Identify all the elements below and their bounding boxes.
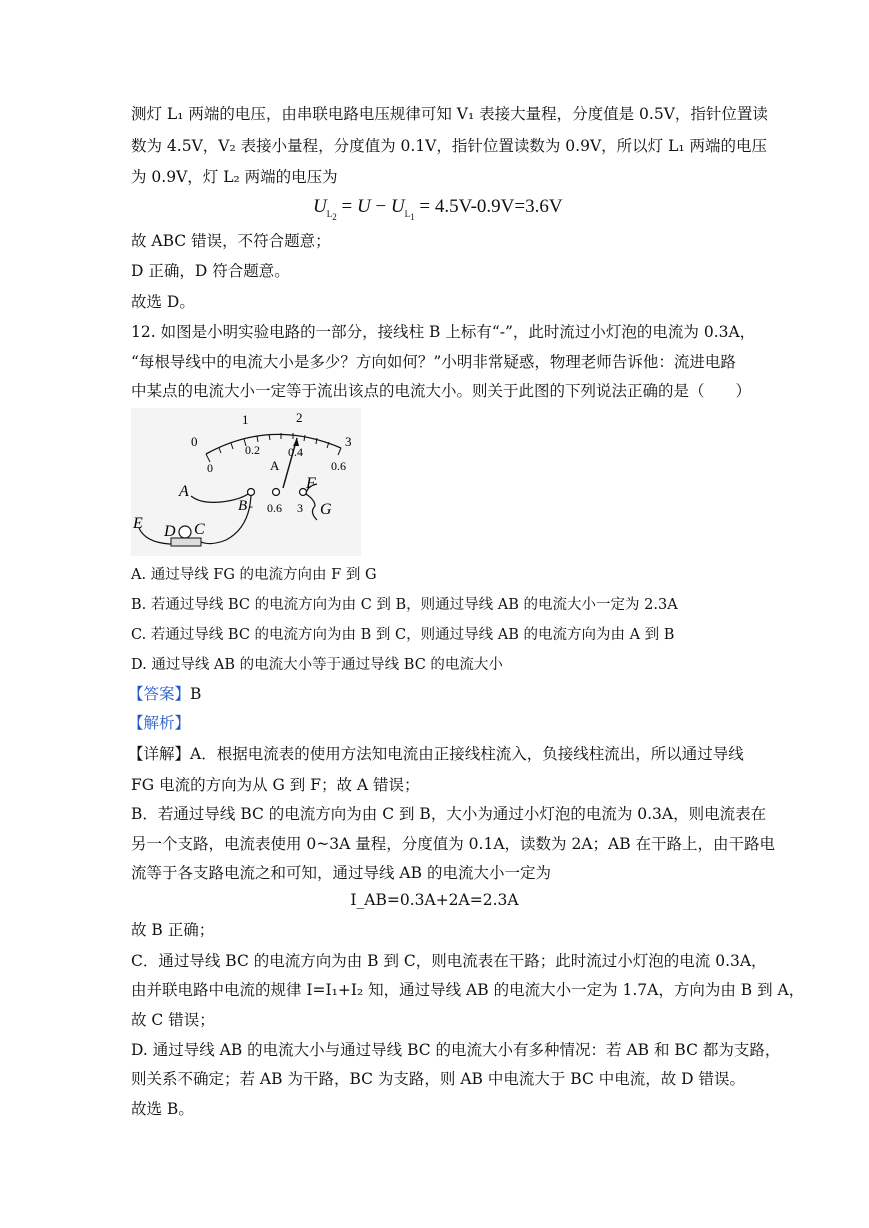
analysis-line: 则关系不确定；若 AB 为干路，BC 为支路，则 AB 中电流大于 BC 中电流，故 D 错误。 xyxy=(131,1070,746,1088)
analysis-line: 故选 B。 xyxy=(131,1100,194,1118)
scale-top-2: 2 xyxy=(296,410,303,425)
text-line: 为 0.9V，灯 L₂ 两端的电压为 xyxy=(131,168,338,186)
label-e: E xyxy=(133,515,143,532)
scale-top-0: 0 xyxy=(191,434,198,449)
scale-bottom-2: 0.4 xyxy=(288,445,303,459)
text-line: 测灯 L₁ 两端的电压，由串联电路电压规律可知 V₁ 表接大量程，分度值是 0.5V，指针位置读 xyxy=(131,105,768,123)
analysis-line: C．通过导线 BC 的电流方向为由 B 到 C，则电流表在干路；此时流过小灯泡的电流 0.3A， xyxy=(131,952,767,970)
option-b: B. 若通过导线 BC 的电流方向为由 C 到 B，则通过导线 AB 的电流大小一定为 2.3A xyxy=(131,597,678,613)
analysis-line: 故 B 正确； xyxy=(131,921,215,939)
text-line: D 正确，D 符合题意。 xyxy=(131,262,290,280)
option-a: A. 通过导线 FG 的电流方向由 F 到 G xyxy=(131,567,377,583)
label-a: A xyxy=(179,483,189,500)
text-line: 故选 D。 xyxy=(131,293,195,311)
analysis-line: 流等于各支路电流之和可知，通过导线 AB 的电流大小一定为 xyxy=(131,864,551,882)
analysis-line: B．若通过导线 BC 的电流方向为由 C 到 B，大小为通过小灯泡的电流为 0.3A，则电流表在 xyxy=(131,805,767,823)
analysis-line: FG 电流的方向为从 G 到 F；故 A 错误； xyxy=(131,776,420,794)
meter-unit-label: A xyxy=(270,458,280,473)
label-c: C xyxy=(194,521,205,538)
analysis-tag: 【解析】 xyxy=(128,714,191,732)
analysis-line: 【详解】A．根据电流表的使用方法知电流由正接线柱流入，负接线柱流出，所以通过导线 xyxy=(128,745,744,763)
scale-bottom-0: 0 xyxy=(207,461,213,475)
terminal-0-6 xyxy=(273,489,280,496)
scale-bottom-3: 0.6 xyxy=(331,459,346,473)
label-minus: - xyxy=(249,499,253,513)
analysis-line: D. 通过导线 AB 的电流大小与通过导线 BC 的电流大小有多种情况：若 AB 和 BC 都为支路， xyxy=(131,1041,781,1059)
label-d: D xyxy=(164,523,176,540)
scale-top-1: 1 xyxy=(242,412,249,427)
terminal-label-3: 3 xyxy=(297,501,303,515)
label-f: F xyxy=(306,475,316,492)
text-line: 故 ABC 错误，不符合题意； xyxy=(131,232,331,250)
terminal-b xyxy=(248,489,255,496)
label-g: G xyxy=(320,501,332,518)
option-d: D. 通过导线 AB 的电流大小等于通过导线 BC 的电流大小 xyxy=(131,657,503,673)
bulb xyxy=(179,526,191,538)
question-line: 12. 如图是小明实验电路的一部分，接线柱 B 上标有“-”，此时流过小灯泡的电流为 0.3A， xyxy=(131,323,756,341)
circuit-diagram xyxy=(131,408,361,556)
answer-tag: 【答案】 xyxy=(128,685,191,703)
question-line: 中某点的电流大小一定等于流出该点的电流大小。则关于此图的下列说法正确的是（ ） xyxy=(131,382,752,400)
analysis-line: 故 C 错误； xyxy=(131,1011,215,1029)
text-line: 数为 4.5V，V₂ 表接小量程，分度值为 0.1V，指针位置读数为 0.9V，所以灯 L₁ 两端的电压 xyxy=(131,137,768,155)
scale-bottom-1: 0.2 xyxy=(245,443,260,457)
answer-value: B xyxy=(190,685,202,703)
answer-line xyxy=(128,684,201,704)
label-b: B xyxy=(238,498,248,514)
terminal-label-0-6: 0.6 xyxy=(267,501,282,515)
analysis-line: 另一个支路，电流表使用 0~3A 量程，分度值为 0.1A，读数为 2A；AB 在干路上，由干路电 xyxy=(131,835,776,853)
option-c: C. 若通过导线 BC 的电流方向为由 B 到 C，则通过导线 AB 的电流方向为由 A 到 B xyxy=(131,627,675,643)
voltage-formula: $U_{L_2} = U - U_{L_1} = 4.5V-0.9V=3.6V$ xyxy=(313,196,563,222)
analysis-line: 由并联电路中电流的规律 I=I₁+I₂ 知，通过导线 AB 的电流大小一定为 1.7A，方向为由 B 到 A， xyxy=(131,981,805,999)
question-line: “每根导线中的电流大小是多少？方向如何？”小明非常疑惑，物理老师告诉他：流进电路 xyxy=(131,353,736,371)
formula-result: = 4.5V-0.9V=3.6V xyxy=(419,196,563,217)
current-formula: I_AB=0.3A+2A=2.3A xyxy=(350,891,519,909)
scale-top-3: 3 xyxy=(345,434,352,449)
